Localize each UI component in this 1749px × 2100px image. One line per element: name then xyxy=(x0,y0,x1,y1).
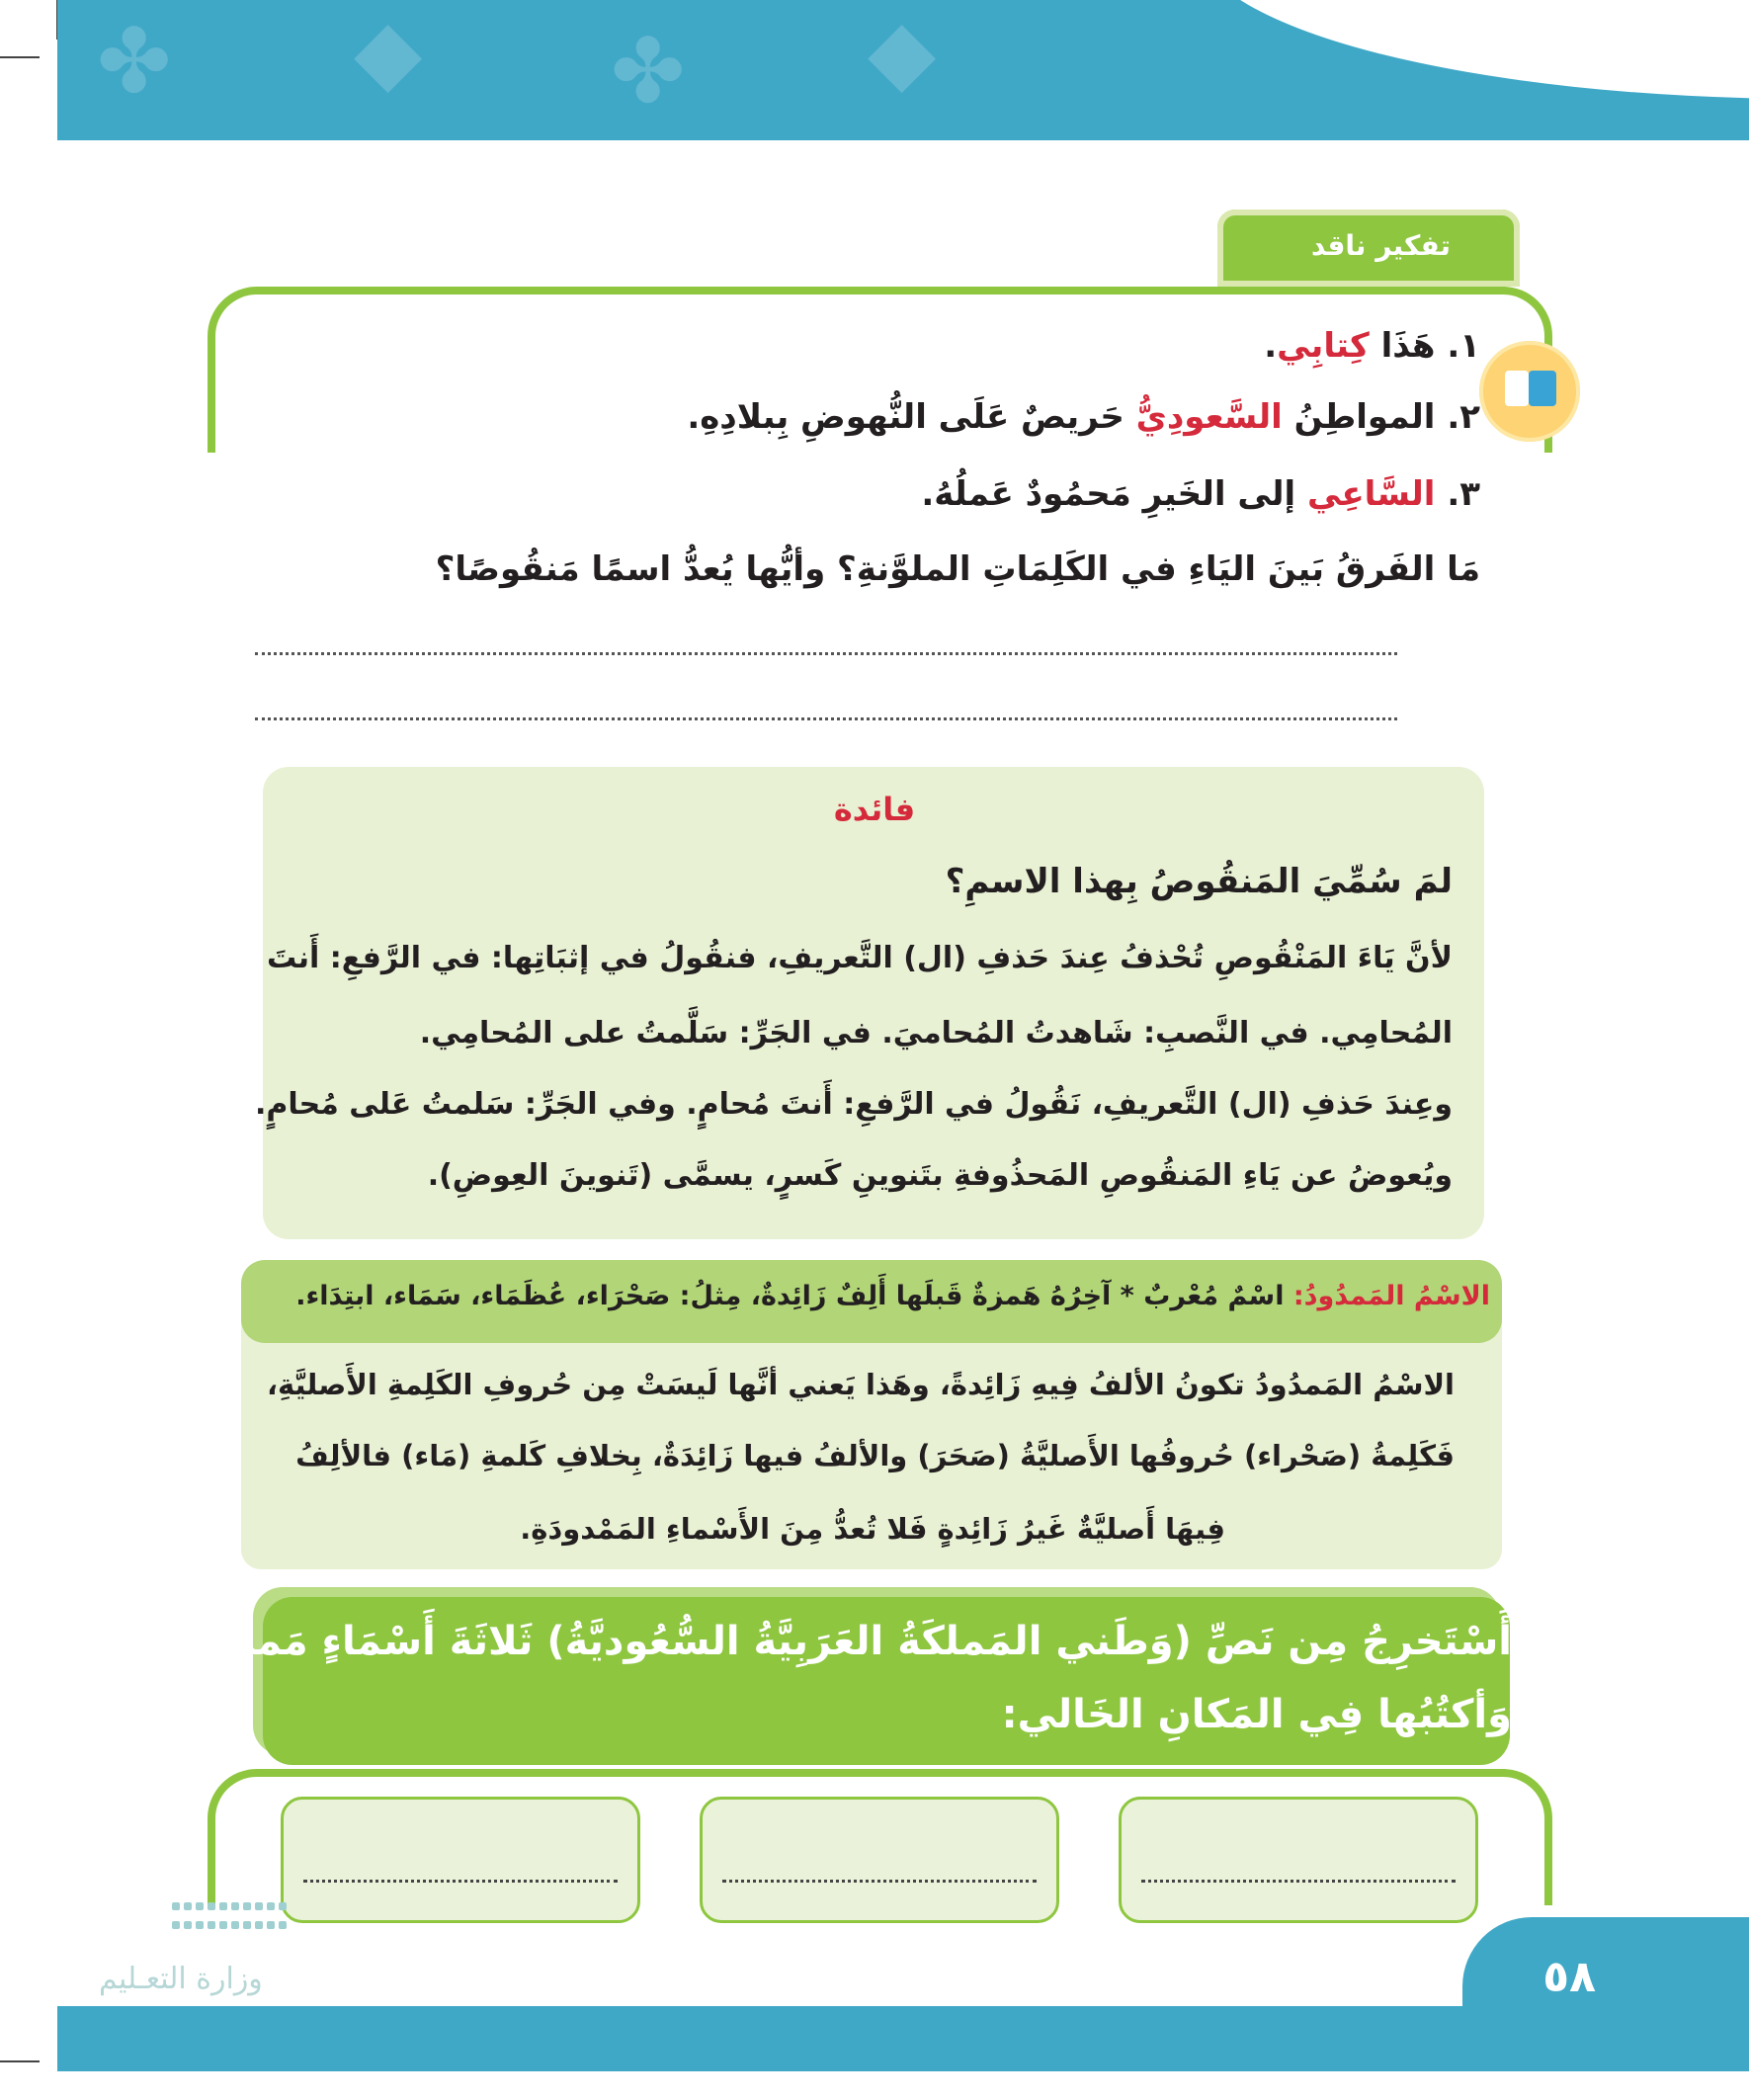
task-line-2: وَأكتُبُها فِي المَكانِ الخَالي: xyxy=(1001,1692,1512,1737)
faida-title: فائدة xyxy=(833,791,916,828)
answer-line[interactable] xyxy=(255,717,1397,720)
sentence-3: ٣. السَّاعِي إلى الخَيرِ مَحمُودٌ عَملُهُ. xyxy=(921,474,1480,514)
colored-word: السَّعودِيُّ xyxy=(1135,397,1283,437)
ornament-icon: ✤ xyxy=(97,10,172,114)
mamdood-line: فِيهَا أَصليَّةٌ غَيرُ زَائِدةٍ فَلا تُعدُّ مِنَ الأَسْماءِ المَمْدودَةِ. xyxy=(520,1512,1225,1546)
header-band xyxy=(57,0,1749,140)
header-wave xyxy=(1196,0,1749,99)
answer-box[interactable] xyxy=(700,1797,1059,1923)
page-number: ٥٨ xyxy=(1542,1952,1596,2002)
crop-mark xyxy=(0,2060,40,2062)
critical-thinking-title: تفكير ناقد xyxy=(1310,229,1451,262)
critical-question: مَا الفَرقُ بَينَ اليَاءِ في الكَلِمَاتِ الملوَّنةِ؟ وأيُّها يُعدُّ اسمًا مَنقُوصًا؟ xyxy=(435,549,1480,589)
puzzle-icon xyxy=(1479,341,1580,442)
ministry-name: وزارة التعـليم xyxy=(99,1962,263,1996)
puzzle-piece xyxy=(1529,371,1556,406)
colored-word: السَّاعِي xyxy=(1307,474,1436,514)
answer-line[interactable] xyxy=(255,652,1397,655)
answer-placeholder xyxy=(303,1880,618,1883)
mamdood-definition: الاسْمُ المَمدُودُ: اسْمٌ مُعْربٌ * آخِرُهُ هَمزةٌ قَبلَها أَلِفٌ زَائِدةٌ، مِثلُ: صَحْرَاء، عُظَمَاء، سَمَاء، ابتِدَاء. xyxy=(295,1281,1490,1311)
answer-placeholder xyxy=(722,1880,1037,1883)
answer-box[interactable] xyxy=(281,1797,640,1923)
faida-line: وعِندَ حَذفِ (ال) التَّعريفِ، نَقُولُ في الرَّفعِ: أَنتَ مُحامٍ. وفي الجَرِّ: سَلمتُ عَلى مُحامٍ. xyxy=(254,1087,1453,1122)
mamdood-term: الاسْمُ المَمدُودُ: xyxy=(1292,1281,1490,1311)
critical-thinking-tab xyxy=(1217,210,1520,287)
faida-heading: لمَ سُمِّيَ المَنقُوصُ بِهذا الاسمِ؟ xyxy=(945,862,1453,901)
sentence-2: ٢. المواطِنُ السَّعودِيُّ حَريصٌ عَلَى النُّهوضِ بِبلادِهِ. xyxy=(687,397,1480,437)
mamdood-line: الاسْمُ المَمدُودُ تكونُ الألفُ فِيهِ زَائِدةً، وهَذا يَعني أنَّها لَيسَتْ مِن حُروفِ الكَلِمةِ الأَصليَّةِ، xyxy=(266,1368,1455,1401)
answer-placeholder xyxy=(1141,1880,1456,1883)
faida-line: المُحامِي. في النَّصبِ: شَاهدتُ المُحاميَ. في الجَرِّ: سَلَّمتُ على المُحامِي. xyxy=(419,1016,1453,1050)
task-line-1: أَسْتَخرِجُ مِن نَصِّ (وَطَني المَملكَةُ العَرَبِيَّةُ السُّعُوديَّةُ) ثَلاثَةَ أَسْمَاءٍ مَمدُودَةٍ، xyxy=(150,1619,1512,1664)
page-number-tab xyxy=(1462,1917,1749,2071)
sentence-1: ١. هَذَا كِتابِي. xyxy=(1264,326,1480,366)
ornament-icon: ◆ xyxy=(868,0,937,104)
colored-word: كِتابِي xyxy=(1277,326,1370,366)
answer-box[interactable] xyxy=(1119,1797,1478,1923)
ministry-logo-icon xyxy=(170,1897,289,1935)
faida-line: ويُعوضُ عن يَاءِ المَنقُوصِ المَحذُوفةِ بتَنوينِ كَسرٍ، يسمَّى (تَنوينَ العِوضِ). xyxy=(427,1158,1453,1193)
ornament-icon: ◆ xyxy=(354,0,423,104)
ornament-icon: ✤ xyxy=(611,20,686,124)
crop-mark xyxy=(0,56,40,58)
faida-line: لأنَّ يَاءَ المَنْقُوصِ تُحْذفُ عِندَ حَذفِ (ال) التَّعريفِ، فنقُولُ في إثبَاتِها: في الرَّفعِ: أَنتَ xyxy=(266,941,1453,975)
puzzle-piece xyxy=(1505,371,1529,406)
mamdood-line: فَكَلِمةُ (صَحْراء) حُروفُها الأَصليَّةُ (صَحَرَ) والألفُ فيها زَائِدَةٌ، بِخلافِ كَلمةِ (مَاء) فالألِفُ xyxy=(295,1439,1455,1472)
